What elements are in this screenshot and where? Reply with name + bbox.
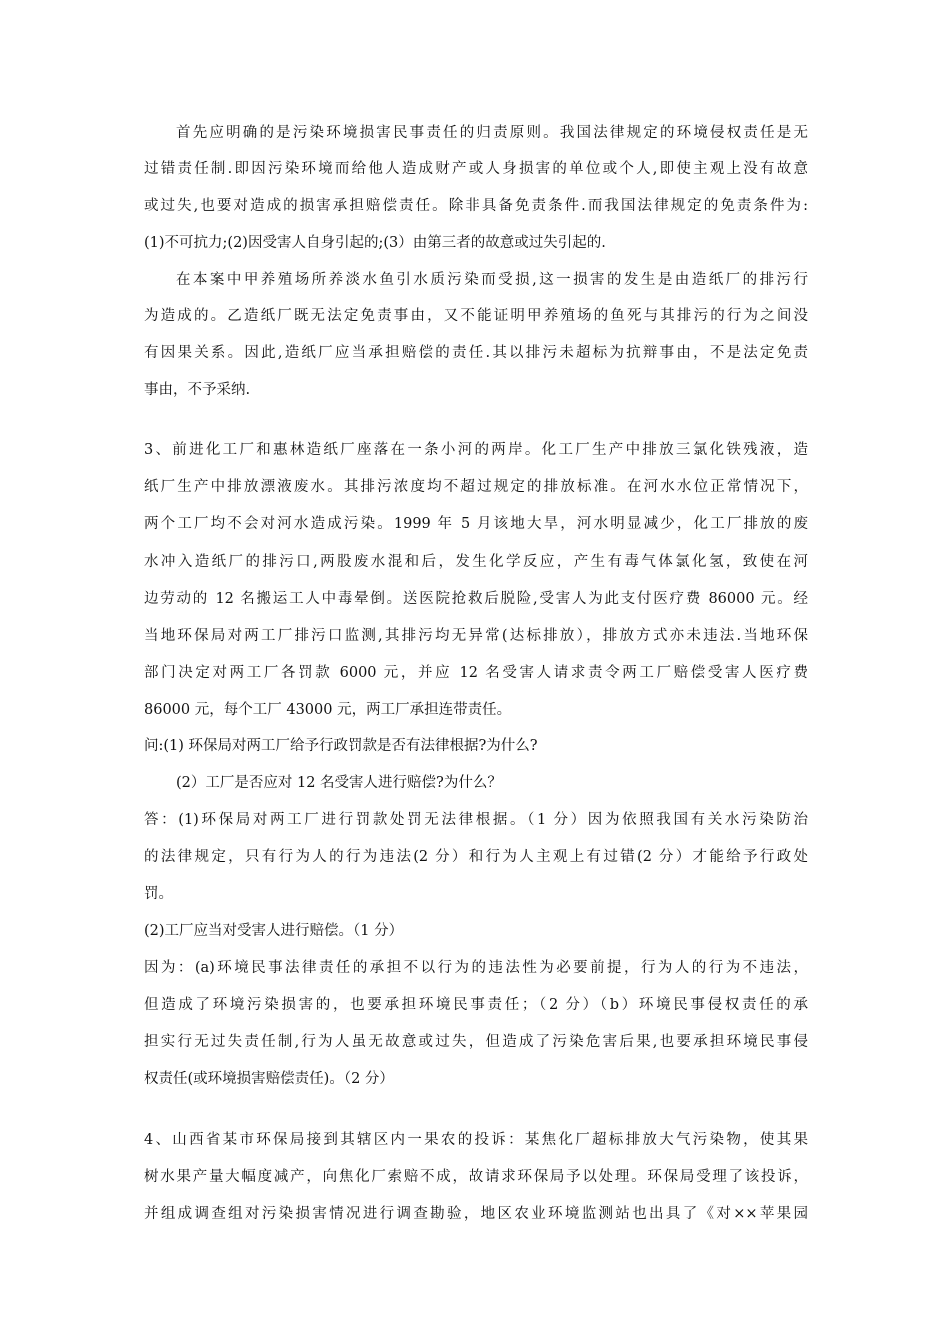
paragraph-line: 纸厂生产中排放漂液废水。其排污浓度均不超过规定的排放标准。在河水水位正常情况下， [144, 479, 808, 495]
answer-line: 权责任(或环境损害赔偿责任)。（2 分） [144, 1071, 394, 1087]
paragraph-line: 3、前进化工厂和惠林造纸厂座落在一条小河的两岸。化工厂生产中排放三氯化铁残液，造 [144, 442, 808, 458]
paragraph-line: 水冲入造纸厂的排污口,两股废水混和后，发生化学反应，产生有毒气体氯化氢，致使在河 [144, 554, 808, 570]
answer-line: 罚。 [144, 886, 173, 902]
paragraph-line: (1)不可抗力;(2)因受害人自身引起的;(3）由第三者的故意或过失引起的. [144, 235, 606, 251]
paragraph-line: 并组成调查组对污染损害情况进行调查勘验，地区农业环境监测站也出具了《对××苹果园 [144, 1206, 808, 1222]
paragraph-line: 部门决定对两工厂各罚款 6000 元，并应 12 名受害人请求责令两工厂赔偿受害人医疗费 [144, 665, 808, 681]
paragraph-line: 树水果产量大幅度减产，向焦化厂索赔不成，故请求环保局予以处理。环保局受理了该投诉， [144, 1169, 808, 1185]
answer-line: (2)工厂应当对受害人进行赔偿。（1 分） [144, 923, 404, 939]
paragraph-line: 过错责任制.即因污染环境而给他人造成财产或人身损害的单位或个人,即使主观上没有故意 [144, 161, 808, 177]
question-line: (2）工厂是否应对 12 名受害人进行赔偿?为什么？ [176, 775, 502, 791]
paragraph-line: 4、山西省某市环保局接到其辖区内一果农的投诉：某焦化厂超标排放大气污染物，使其果 [144, 1132, 808, 1148]
paragraph-line: 事由，不予采纳. [144, 382, 251, 398]
answer-line: 担实行无过失责任制,行为人虽无故意或过失，但造成了污染危害后果,也要承担环境民事侵 [144, 1034, 808, 1050]
paragraph-line: 为造成的。乙造纸厂既无法定免责事由，又不能证明甲养殖场的鱼死与其排污的行为之间没 [144, 308, 808, 324]
answer-line: 答：(1)环保局对两工厂进行罚款处罚无法律根据。（1 分）因为依照我国有关水污染防治 [144, 812, 808, 828]
paragraph-line: 边劳动的 12 名搬运工人中毒晕倒。送医院抢救后脱险,受害人为此支付医疗费 86000 元。经 [144, 591, 808, 607]
paragraph-line: 或过失,也要对造成的损害承担赔偿责任。除非具备免责条件.而我国法律规定的免责条件为: [144, 198, 808, 214]
paragraph-line: 在本案中甲养殖场所养淡水鱼引水质污染而受损,这一损害的发生是由造纸厂的排污行 [176, 272, 808, 288]
paragraph-line: 两个工厂均不会对河水造成污染。1999 年 5 月该地大旱，河水明显减少，化工厂排放的废 [144, 516, 808, 532]
answer-line: 因为：(a)环境民事法律责任的承担不以行为的违法性为必要前提，行为人的行为不违法， [144, 960, 808, 976]
paragraph-line: 首先应明确的是污染环境损害民事责任的归责原则。我国法律规定的环境侵权责任是无 [176, 125, 808, 141]
paragraph-line: 有因果关系。因此,造纸厂应当承担赔偿的责任.其以排污未超标为抗辩事由，不是法定免责 [144, 345, 808, 361]
answer-line: 但造成了环境污染损害的，也要承担环境民事责任；（2 分）（b）环境民事侵权责任的承 [144, 997, 808, 1013]
answer-line: 的法律规定，只有行为人的行为违法(2 分）和行为人主观上有过错(2 分）才能给予行政处 [144, 849, 808, 865]
question-line: 问:(1) 环保局对两工厂给予行政罚款是否有法律根据?为什么? [144, 738, 538, 754]
paragraph-line: 当地环保局对两工厂排污口监测,其排污均无异常(达标排放），排放方式亦未违法.当地环保 [144, 628, 808, 644]
paragraph-line: 86000 元，每个工厂 43000 元，两工厂承担连带责任。 [144, 702, 512, 718]
